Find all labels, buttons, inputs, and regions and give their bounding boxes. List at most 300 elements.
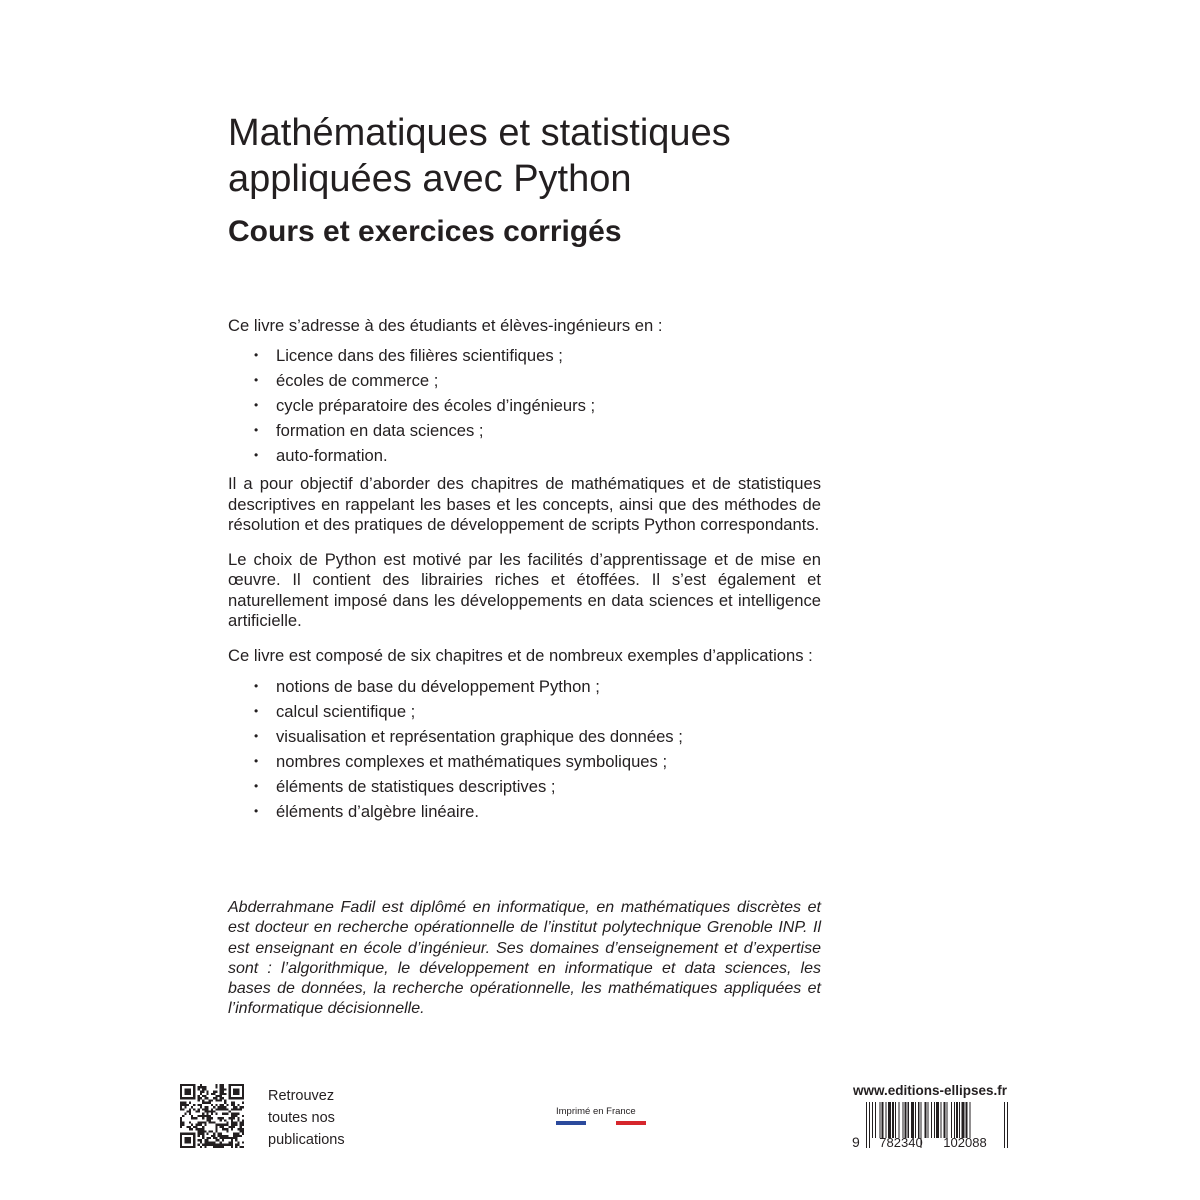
qr-module xyxy=(229,1095,231,1097)
qr-module xyxy=(220,1097,222,1099)
qr-module xyxy=(224,1144,226,1146)
barcode-bar xyxy=(959,1102,960,1138)
qr-module xyxy=(235,1084,237,1086)
qr-module xyxy=(240,1146,242,1148)
qr-module xyxy=(180,1133,182,1135)
qr-module xyxy=(235,1146,237,1148)
qr-module xyxy=(237,1144,239,1146)
qr-module xyxy=(237,1113,239,1115)
qr-module xyxy=(220,1093,222,1095)
qr-module xyxy=(224,1113,226,1115)
qr-module xyxy=(218,1117,220,1119)
qr-module xyxy=(237,1135,239,1137)
qr-module xyxy=(215,1137,217,1139)
qr-module xyxy=(226,1144,228,1146)
qr-module xyxy=(224,1106,226,1108)
qr-module xyxy=(191,1133,193,1135)
book-title xyxy=(228,110,928,202)
qr-module xyxy=(242,1106,244,1108)
qr-module xyxy=(222,1097,224,1099)
qr-module xyxy=(184,1139,186,1141)
qr-module xyxy=(211,1117,213,1119)
qr-module xyxy=(220,1086,222,1088)
qr-module xyxy=(182,1133,184,1135)
qr-module xyxy=(233,1108,235,1110)
qr-module xyxy=(224,1135,226,1137)
barcode-bar xyxy=(866,1102,867,1148)
qr-module xyxy=(187,1091,189,1093)
qr-module xyxy=(182,1084,184,1086)
qr-module xyxy=(229,1110,231,1112)
qr-module xyxy=(215,1099,217,1101)
qr-module xyxy=(226,1122,228,1124)
qr-module xyxy=(226,1130,228,1132)
qr-module xyxy=(224,1108,226,1110)
qr-module xyxy=(206,1091,208,1093)
barcode-bar xyxy=(954,1102,955,1138)
qr-module xyxy=(202,1115,204,1117)
qr-module xyxy=(189,1108,191,1110)
qr-module xyxy=(222,1106,224,1108)
qr-module xyxy=(187,1088,189,1090)
qr-module xyxy=(180,1106,182,1108)
qr-module xyxy=(191,1124,193,1126)
qr-module xyxy=(233,1113,235,1115)
qr-module xyxy=(213,1133,215,1135)
qr-module xyxy=(180,1088,182,1090)
qr-module xyxy=(220,1137,222,1139)
qr-module xyxy=(189,1133,191,1135)
qr-module xyxy=(191,1117,193,1119)
qr-module xyxy=(189,1122,191,1124)
qr-module xyxy=(235,1133,237,1135)
qr-module xyxy=(224,1099,226,1101)
qr-module xyxy=(242,1102,244,1104)
qr-module xyxy=(218,1144,220,1146)
qr-module xyxy=(202,1144,204,1146)
audience-item: • écoles de commerce ; xyxy=(254,368,821,393)
qr-module xyxy=(222,1135,224,1137)
audience-item: • formation en data sciences ; xyxy=(254,418,821,443)
qr-module xyxy=(235,1097,237,1099)
qr-module xyxy=(204,1124,206,1126)
qr-module xyxy=(189,1084,191,1086)
qr-module xyxy=(233,1137,235,1139)
qr-module xyxy=(222,1093,224,1095)
qr-module xyxy=(240,1097,242,1099)
qr-module xyxy=(237,1119,239,1121)
barcode-bar xyxy=(905,1102,907,1138)
qr-module xyxy=(209,1119,211,1121)
qr-module xyxy=(193,1108,195,1110)
qr-module xyxy=(229,1126,231,1128)
qr-module xyxy=(204,1146,206,1148)
qr-module xyxy=(218,1099,220,1101)
qr-module xyxy=(226,1108,228,1110)
printed-in-france-label xyxy=(556,1106,646,1125)
qr-module xyxy=(206,1093,208,1095)
qr-module xyxy=(184,1133,186,1135)
qr-module xyxy=(180,1102,182,1104)
qr-module xyxy=(209,1099,211,1101)
qr-module xyxy=(200,1097,202,1099)
qr-module xyxy=(180,1137,182,1139)
qr-module xyxy=(189,1091,191,1093)
qr-code-icon[interactable] xyxy=(180,1084,244,1148)
barcode-bar xyxy=(875,1102,876,1138)
qr-module xyxy=(229,1097,231,1099)
qr-module xyxy=(215,1113,217,1115)
qr-module xyxy=(193,1091,195,1093)
chapter-item: • visualisation et représentation graphique des données ; xyxy=(254,724,821,749)
qr-module xyxy=(202,1122,204,1124)
book-title-line-2: appliquées avec Python xyxy=(228,158,632,200)
qr-module xyxy=(200,1106,202,1108)
qr-module xyxy=(229,1144,231,1146)
qr-module xyxy=(220,1099,222,1101)
qr-module xyxy=(206,1110,208,1112)
qr-module xyxy=(202,1135,204,1137)
qr-module xyxy=(233,1084,235,1086)
qr-module xyxy=(198,1088,200,1090)
qr-module xyxy=(224,1124,226,1126)
qr-module xyxy=(206,1119,208,1121)
qr-module xyxy=(184,1141,186,1143)
qr-module xyxy=(200,1139,202,1141)
qr-module xyxy=(237,1091,239,1093)
qr-module xyxy=(200,1122,202,1124)
qr-module xyxy=(231,1104,233,1106)
barcode-bar xyxy=(940,1102,941,1138)
qr-module xyxy=(198,1086,200,1088)
qr-module xyxy=(182,1108,184,1110)
qr-module xyxy=(233,1104,235,1106)
qr-module xyxy=(242,1119,244,1121)
qr-module xyxy=(211,1099,213,1101)
chapter-item: • éléments d’algèbre linéaire. xyxy=(254,799,821,824)
qr-module xyxy=(233,1133,235,1135)
qr-module xyxy=(237,1093,239,1095)
qr-module xyxy=(226,1124,228,1126)
barcode-bar xyxy=(886,1102,887,1138)
barcode-bar xyxy=(936,1102,939,1138)
qr-module xyxy=(193,1141,195,1143)
barcode-bar xyxy=(951,1102,952,1138)
qr-module xyxy=(226,1104,228,1106)
qr-module xyxy=(235,1115,237,1117)
qr-module xyxy=(184,1146,186,1148)
barcode-bar xyxy=(928,1102,929,1138)
qr-module xyxy=(218,1095,220,1097)
qr-caption-line: Retrouvez xyxy=(268,1088,335,1104)
qr-module xyxy=(222,1144,224,1146)
qr-module xyxy=(191,1084,193,1086)
qr-module xyxy=(209,1130,211,1132)
qr-module xyxy=(195,1110,197,1112)
qr-module xyxy=(180,1146,182,1148)
qr-module xyxy=(191,1146,193,1148)
barcode-bar xyxy=(931,1102,932,1138)
qr-module xyxy=(211,1122,213,1124)
qr-module xyxy=(233,1115,235,1117)
qr-module xyxy=(213,1141,215,1143)
isbn-right-digits: 102088 xyxy=(943,1135,987,1150)
qr-module xyxy=(231,1117,233,1119)
qr-module xyxy=(198,1097,200,1099)
qr-module xyxy=(233,1122,235,1124)
qr-module xyxy=(184,1104,186,1106)
audience-item: • Licence dans des filières scientifiques ; xyxy=(254,343,821,368)
qr-module xyxy=(229,1137,231,1139)
qr-module xyxy=(222,1128,224,1130)
qr-module xyxy=(233,1102,235,1104)
qr-module xyxy=(182,1102,184,1104)
qr-module xyxy=(193,1117,195,1119)
qr-module xyxy=(237,1097,239,1099)
qr-module xyxy=(198,1139,200,1141)
qr-module xyxy=(195,1126,197,1128)
qr-module xyxy=(215,1130,217,1132)
audience-item: • auto-formation. xyxy=(254,443,821,468)
qr-module xyxy=(191,1128,193,1130)
qr-module xyxy=(218,1108,220,1110)
qr-module xyxy=(195,1124,197,1126)
qr-module xyxy=(224,1093,226,1095)
qr-module xyxy=(222,1091,224,1093)
qr-module xyxy=(233,1088,235,1090)
qr-module xyxy=(206,1139,208,1141)
qr-module xyxy=(182,1115,184,1117)
qr-module xyxy=(206,1133,208,1135)
qr-module xyxy=(200,1128,202,1130)
qr-module xyxy=(182,1122,184,1124)
qr-module xyxy=(206,1137,208,1139)
qr-module xyxy=(220,1104,222,1106)
qr-module xyxy=(242,1084,244,1086)
qr-module xyxy=(231,1141,233,1143)
qr-module xyxy=(233,1135,235,1137)
qr-module xyxy=(187,1097,189,1099)
qr-module xyxy=(206,1106,208,1108)
qr-caption-line: toutes nos xyxy=(268,1110,335,1126)
qr-module xyxy=(184,1084,186,1086)
publisher-website[interactable]: www.editions-ellipses.fr xyxy=(853,1083,1008,1098)
qr-module xyxy=(206,1102,208,1104)
qr-module xyxy=(218,1146,220,1148)
qr-module xyxy=(206,1144,208,1146)
qr-module xyxy=(204,1130,206,1132)
qr-module xyxy=(180,1135,182,1137)
qr-module xyxy=(202,1088,204,1090)
qr-module xyxy=(240,1108,242,1110)
qr-module xyxy=(222,1088,224,1090)
qr-module xyxy=(235,1113,237,1115)
qr-module xyxy=(198,1104,200,1106)
audience-list xyxy=(228,343,821,468)
qr-module xyxy=(180,1126,182,1128)
qr-module xyxy=(198,1115,200,1117)
qr-module xyxy=(237,1128,239,1130)
isbn-left-digits: 782340 xyxy=(879,1135,923,1150)
qr-module xyxy=(229,1093,231,1095)
qr-module xyxy=(193,1088,195,1090)
qr-module xyxy=(180,1141,182,1143)
qr-module xyxy=(204,1144,206,1146)
qr-module xyxy=(224,1102,226,1104)
qr-module xyxy=(211,1144,213,1146)
qr-module xyxy=(222,1126,224,1128)
qr-module xyxy=(235,1088,237,1090)
qr-module xyxy=(187,1141,189,1143)
qr-module xyxy=(213,1110,215,1112)
qr-module xyxy=(200,1141,202,1143)
qr-module xyxy=(202,1113,204,1115)
qr-module xyxy=(189,1137,191,1139)
qr-module xyxy=(187,1104,189,1106)
qr-module xyxy=(215,1086,217,1088)
qr-module xyxy=(189,1102,191,1104)
barcode-bar xyxy=(879,1102,880,1138)
qr-module xyxy=(233,1126,235,1128)
qr-module xyxy=(187,1084,189,1086)
qr-module xyxy=(202,1086,204,1088)
qr-module xyxy=(193,1104,195,1106)
qr-module xyxy=(240,1130,242,1132)
barcode-bar xyxy=(970,1102,971,1138)
qr-module xyxy=(229,1084,231,1086)
qr-module xyxy=(204,1108,206,1110)
qr-module xyxy=(187,1139,189,1141)
author-bio: Abderrahmane Fadil est diplômé en informatique, en mathématiques discrètes et est docteur en recherche opérationnelle de l’institut polytechnique Grenoble INP. Il est enseignant en école d’ingénieur. Ses domaines d’enseignement et d’expertise sont : l’algorithmique, le développement en informatique et data sciences, les bases de données, la recherche opérationnelle, les mathématiques appliquées et l’informatique décisionnelle. xyxy=(228,899,821,1018)
qr-module xyxy=(220,1146,222,1148)
qr-module xyxy=(220,1126,222,1128)
qr-module xyxy=(218,1139,220,1141)
qr-module xyxy=(198,1135,200,1137)
qr-module xyxy=(211,1093,213,1095)
qr-module xyxy=(242,1133,244,1135)
qr-module xyxy=(235,1139,237,1141)
qr-module xyxy=(222,1124,224,1126)
barcode-bar xyxy=(1007,1102,1008,1148)
chapter-item: • éléments de statistiques descriptives ; xyxy=(254,774,821,799)
qr-module xyxy=(215,1097,217,1099)
qr-module xyxy=(191,1115,193,1117)
qr-module xyxy=(204,1141,206,1143)
qr-module xyxy=(237,1141,239,1143)
qr-module xyxy=(231,1119,233,1121)
barcode-bar xyxy=(925,1102,927,1138)
qr-module xyxy=(215,1091,217,1093)
qr-module xyxy=(182,1146,184,1148)
qr-module xyxy=(240,1122,242,1124)
qr-module xyxy=(184,1093,186,1095)
qr-module xyxy=(213,1137,215,1139)
qr-module xyxy=(204,1115,206,1117)
qr-module xyxy=(231,1084,233,1086)
qr-module xyxy=(226,1137,228,1139)
qr-module xyxy=(202,1095,204,1097)
qr-module xyxy=(193,1135,195,1137)
qr-module xyxy=(198,1144,200,1146)
qr-module xyxy=(226,1128,228,1130)
qr-module xyxy=(202,1133,204,1135)
qr-module xyxy=(240,1135,242,1137)
qr-module xyxy=(222,1086,224,1088)
qr-module xyxy=(187,1137,189,1139)
qr-module xyxy=(224,1119,226,1121)
qr-module xyxy=(220,1119,222,1121)
qr-module xyxy=(198,1099,200,1101)
qr-module xyxy=(213,1144,215,1146)
qr-module xyxy=(229,1141,231,1143)
qr-module xyxy=(195,1117,197,1119)
qr-module xyxy=(215,1139,217,1141)
qr-module xyxy=(235,1093,237,1095)
qr-module xyxy=(200,1086,202,1088)
qr-module xyxy=(198,1124,200,1126)
qr-module xyxy=(237,1084,239,1086)
qr-module xyxy=(211,1110,213,1112)
qr-module xyxy=(198,1128,200,1130)
qr-module xyxy=(189,1139,191,1141)
qr-module xyxy=(215,1095,217,1097)
qr-module xyxy=(182,1097,184,1099)
qr-module xyxy=(231,1146,233,1148)
qr-module xyxy=(215,1104,217,1106)
qr-module xyxy=(213,1093,215,1095)
qr-module xyxy=(204,1095,206,1097)
barcode-bar xyxy=(895,1102,896,1138)
qr-module xyxy=(187,1110,189,1112)
printed-in-text: Imprimé en France xyxy=(556,1106,636,1117)
qr-module xyxy=(200,1146,202,1148)
qr-module xyxy=(229,1117,231,1119)
qr-module xyxy=(240,1084,242,1086)
qr-module xyxy=(231,1122,233,1124)
qr-module xyxy=(215,1146,217,1148)
qr-module xyxy=(220,1106,222,1108)
qr-module xyxy=(235,1108,237,1110)
qr-module xyxy=(222,1137,224,1139)
qr-module xyxy=(191,1097,193,1099)
chapter-item: • nombres complexes et mathématiques symboliques ; xyxy=(254,749,821,774)
barcode-bar xyxy=(956,1102,958,1138)
qr-module xyxy=(198,1133,200,1135)
qr-module xyxy=(224,1088,226,1090)
qr-module xyxy=(242,1141,244,1143)
qr-module xyxy=(193,1095,195,1097)
qr-module xyxy=(189,1128,191,1130)
qr-module xyxy=(209,1117,211,1119)
qr-module xyxy=(180,1124,182,1126)
qr-module xyxy=(202,1137,204,1139)
qr-module xyxy=(193,1146,195,1148)
qr-module xyxy=(198,1130,200,1132)
barcode-bar xyxy=(934,1102,935,1138)
qr-module xyxy=(200,1133,202,1135)
barcode-bar xyxy=(911,1102,914,1138)
qr-module xyxy=(235,1137,237,1139)
qr-module xyxy=(229,1086,231,1088)
barcode-bar xyxy=(908,1102,909,1138)
barcode-bar xyxy=(961,1102,964,1138)
qr-module xyxy=(233,1117,235,1119)
qr-module xyxy=(218,1106,220,1108)
qr-module xyxy=(184,1102,186,1104)
qr-module xyxy=(180,1104,182,1106)
qr-module xyxy=(222,1146,224,1148)
qr-module xyxy=(184,1088,186,1090)
